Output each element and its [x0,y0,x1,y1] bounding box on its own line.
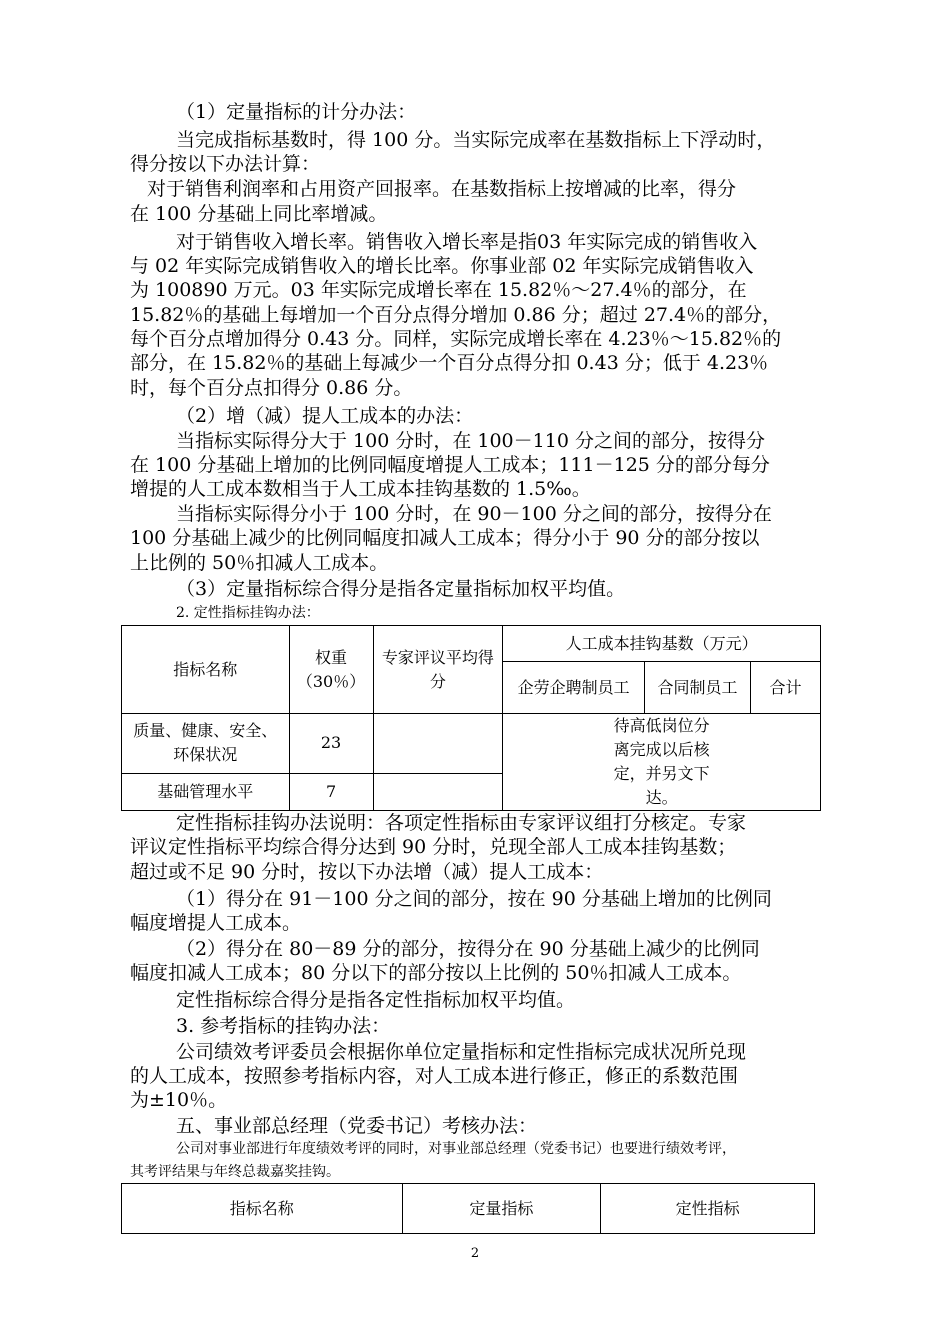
text-line: 对于销售收入增长率。销售收入增长率是指03 年实际完成的销售收入 [176,231,758,253]
text-line: 为±10％。 [130,1089,228,1111]
header-weight: 权重（30％） [289,626,373,714]
row-weight-management: 7 [289,773,373,810]
page-number: 2 [470,1246,480,1261]
text-line: 与 02 年实际完成销售收入的增长比率。你事业部 02 年实际完成销售收入 [130,255,754,277]
text-line: 为 100890 万元。03 年实际完成增长率在 15.82％～27.4％的部分，在 [130,279,747,301]
text-line: 部分，在 15.82％的基础上每减少一个百分点得分扣 0.43 分；低于 4.23％ [130,352,769,374]
text-line: 幅度扣减人工成本；80 分以下的部分按以上比例的 50％扣减人工成本。 [130,962,742,984]
text-line: 在 100 分基础上增加的比例同幅度增提人工成本；111－125 分的部分每分 [130,454,770,476]
text-line: 得分按以下办法计算： [130,153,321,175]
text-line: 3. 参考指标的挂钩办法： [176,1015,391,1037]
text-line: 当指标实际得分大于 100 分时，在 100－110 分之间的部分，按得分 [176,430,765,452]
pending-note: 待高低岗位分离完成以后核定，并另文下达。 [503,714,821,811]
text-line: 超过或不足 90 分时，按以下办法增（减）提人工成本： [130,861,604,883]
row-expert-empty [373,714,503,774]
text-line: 公司对事业部进行年度绩效考评的同时，对事业部总经理（党委书记）也要进行绩效考评， [176,1141,736,1157]
text-line: 在 100 分基础上同比率增减。 [130,203,388,225]
text-line: 定性指标挂钩办法说明：各项定性指标由专家评议组打分核定。专家 [176,812,747,834]
header-enterprise-staff: 企劳企聘制员工 [503,662,645,714]
text-line: 的人工成本，按照参考指标内容，对人工成本进行修正，修正的系数范围 [130,1065,739,1087]
section-heading: 2. 定性指标挂钩办法： [176,605,320,621]
manager-assessment-table [121,1183,815,1234]
row-name-quality-hse: 质量、健康、安全、环保状况 [122,714,290,774]
text-line: （3）定量指标综合得分是指各定量指标加权平均值。 [176,578,626,600]
qualitative-indicator-table [121,625,821,811]
header-indicator-name: 指标名称 [122,626,290,714]
text-line: 评议定性指标平均综合得分达到 90 分时，兑现全部人工成本挂钩基数； [130,836,737,858]
text-line: 100 分基础上减少的比例同幅度扣减人工成本；得分小于 90 分的部分按以 [130,527,760,549]
text-line: 15.82％的基础上每增加一个百分点得分增加 0.86 分；超过 27.4％的部分， [130,304,782,326]
row-name-management: 基础管理水平 [122,773,290,810]
text-line: 每个百分点增加得分 0.43 分。同样，实际完成增长率在 4.23％～15.82％的 [130,328,782,350]
text-line: （2）得分在 80－89 分的部分，按得分在 90 分基础上减少的比例同 [176,938,760,960]
row-expert-empty [373,773,503,810]
text-line: 公司绩效考评委员会根据你单位定量指标和定性指标完成状况所兑现 [176,1041,747,1063]
header-total: 合计 [751,662,821,714]
text-line: （2）增（减）提人工成本的办法： [176,405,474,427]
text-line: 当完成指标基数时，得 100 分。当实际完成率在基数指标上下浮动时， [176,129,776,151]
text-line: 幅度增提人工成本。 [130,912,302,934]
col-quantitative: 定量指标 [402,1184,601,1234]
text-line: （1）定量指标的计分办法： [176,101,417,123]
header-expert-score: 专家评议平均得分 [373,626,503,714]
col-qualitative: 定性指标 [601,1184,815,1234]
row-weight-quality-hse: 23 [289,714,373,774]
col-indicator-name: 指标名称 [122,1184,403,1234]
text-line: （1）得分在 91－100 分之间的部分，按在 90 分基础上增加的比例同 [176,888,772,910]
text-line: 对于销售利润率和占用资产回报率。在基数指标上按增减的比率，得分 [147,178,737,200]
header-labor-cost-base: 人工成本挂钩基数（万元） [503,626,821,662]
text-line: 其考评结果与年终总裁嘉奖挂钩。 [130,1164,340,1180]
text-line: 定性指标综合得分是指各定性指标加权平均值。 [176,989,576,1011]
text-line: 时，每个百分点扣得分 0.86 分。 [130,377,413,399]
text-line: 增提的人工成本数相当于人工成本挂钩基数的 1.5‰。 [130,478,591,500]
text-line: 当指标实际得分小于 100 分时，在 90－100 分之间的部分，按得分在 [176,503,772,525]
text-line: 上比例的 50％扣减人工成本。 [130,552,389,574]
header-contract-staff: 合同制员工 [645,662,751,714]
text-line: 五、事业部总经理（党委书记）考核办法： [176,1115,538,1137]
